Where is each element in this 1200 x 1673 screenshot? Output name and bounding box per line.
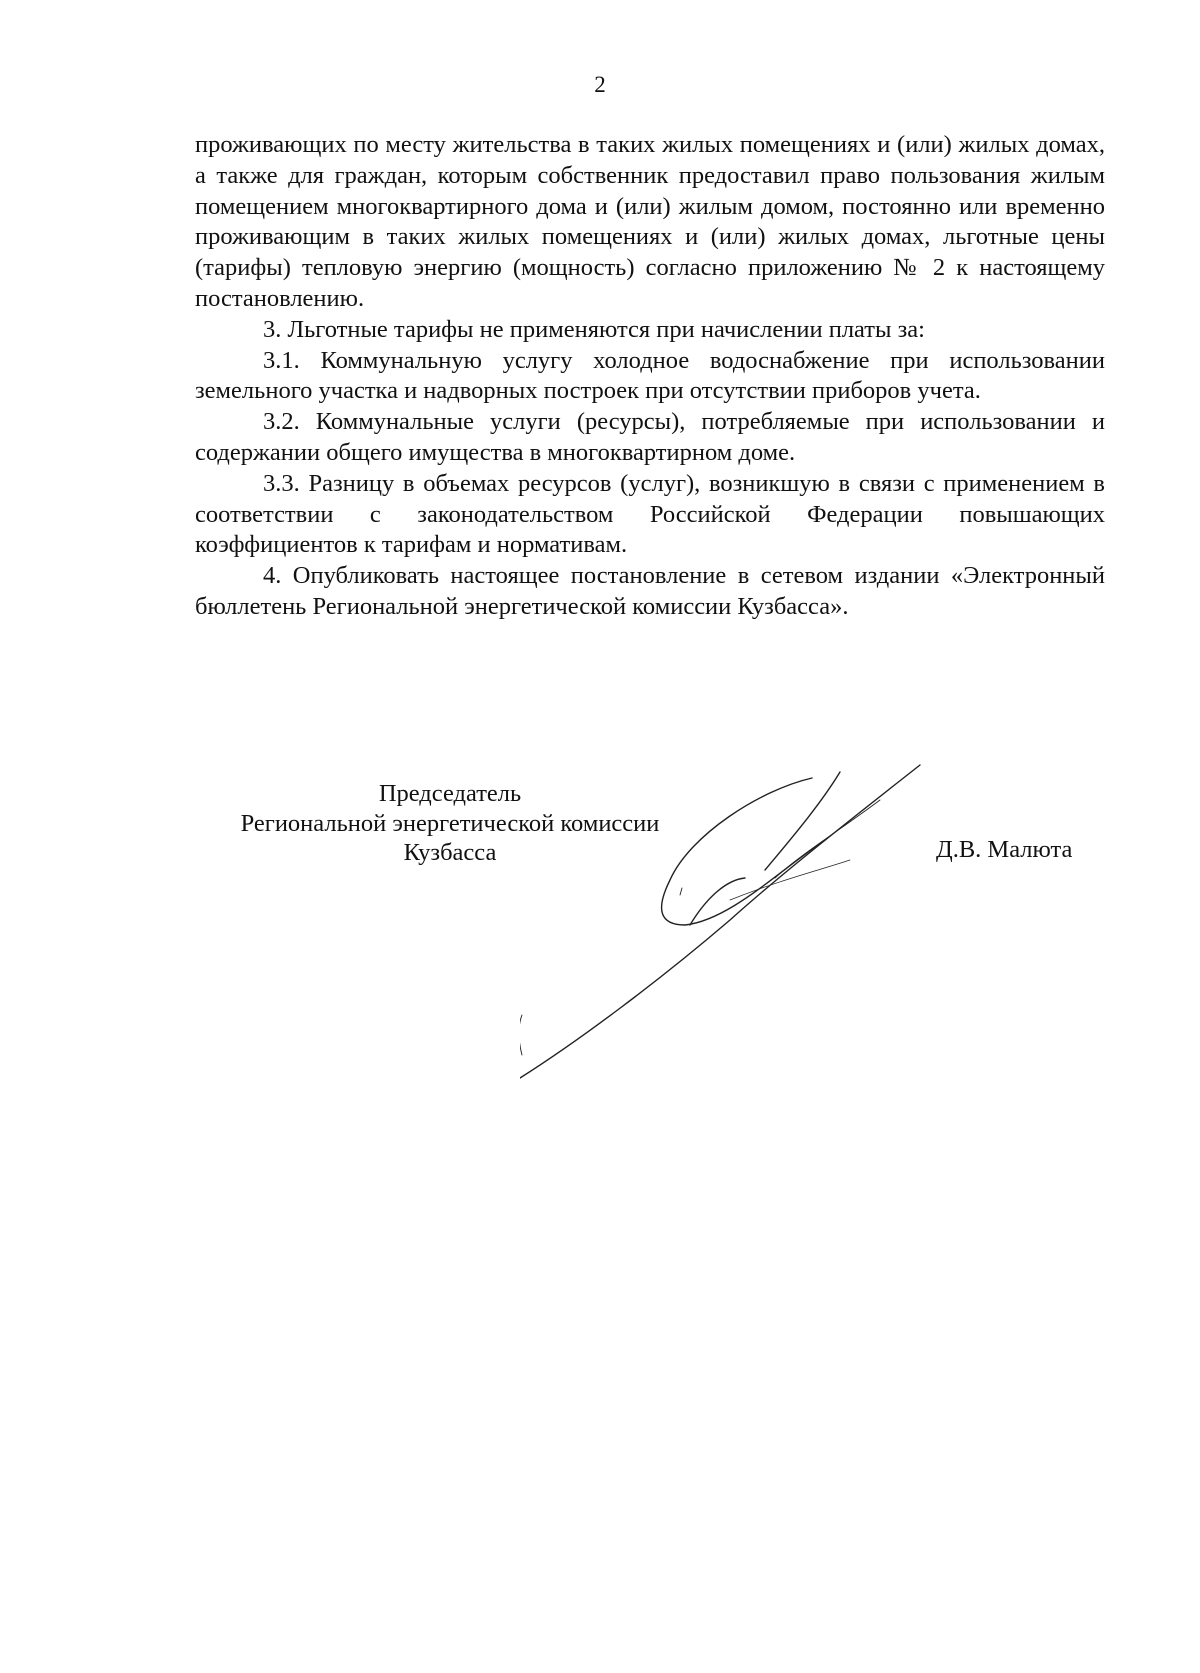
signatory-name: Д.В. Малюта (936, 836, 1073, 863)
paragraph-item-3-2: 3.2. Коммунальные услуги (ресурсы), потребляемые при использовании и содержании общего имущества в многоквартирном доме. (195, 408, 1105, 466)
paragraph-item-3: 3. Льготные тарифы не применяются при начислении платы за: (263, 315, 925, 343)
page-number: 2 (594, 72, 606, 97)
paragraph-item-4: 4. Опубликовать настоящее постановление в сетевом издании «Электронный бюллетень Региональной энергетической комиссии Кузбасса». (195, 562, 1105, 620)
signatory-title-line-2: Региональной энергетической комиссии (240, 809, 660, 837)
document-body (195, 130, 1105, 623)
signatory-title-line-1: Председатель (378, 780, 522, 807)
paragraph-intro: проживающих по месту жительства в таких жилых помещениях и (или) жилых домах, а также для граждан, которым собственник предоставил право пользования жилым помещением многоквартирного дома и (или) жилым домом, постоянно или временно проживающим в таких жилых помещениях и (или) жилых домах, льготные цены (тарифы) тепловую энергию (мощность) согласно приложению № 2 к настоящему постановлению. (195, 131, 1105, 312)
signatory-title-line-3: Кузбасса (403, 839, 497, 866)
paragraph-item-3-1: 3.1. Коммунальную услугу холодное водоснабжение при использовании земельного участка и надворных построек при отсутствии приборов учета. (195, 346, 1105, 405)
handwritten-signature (520, 760, 960, 1080)
paragraph-item-3-3: 3.3. Разницу в объемах ресурсов (услуг), возникшую в связи с применением в соответствии с законодательством Российской Федерации повышающих коэффициентов к тарифам и нормативам. (195, 469, 1105, 559)
